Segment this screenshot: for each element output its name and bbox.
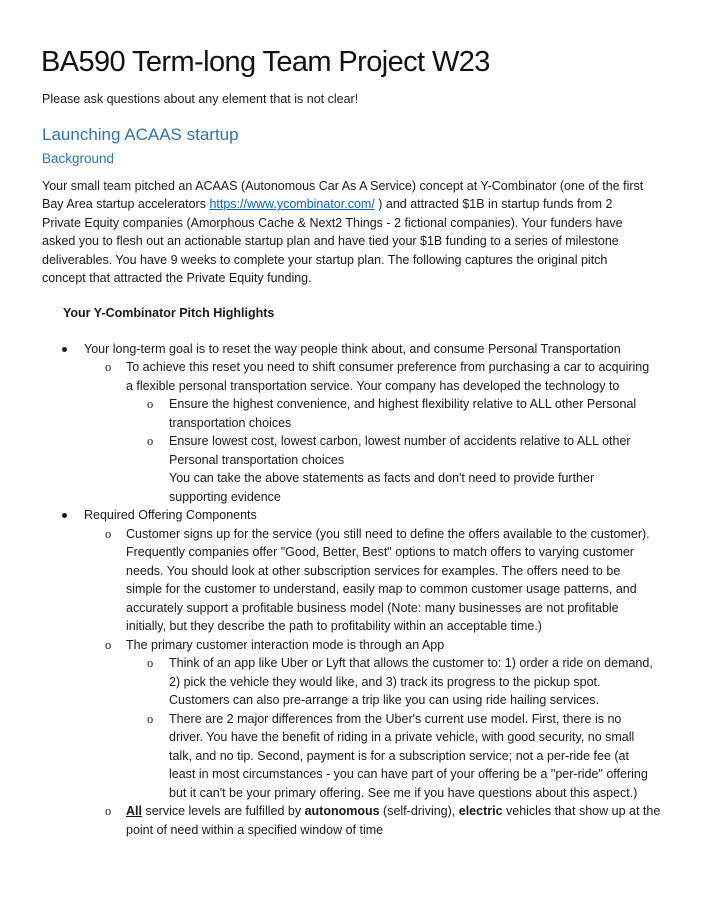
list-item-continuation: a flexible personal transportation service. Your company has developed the technology to <box>126 378 620 393</box>
list-item-continuation: Frequently companies offer "Good, Better, Best" options to match offers to varying customer <box>126 545 634 559</box>
list-item: Required Offering Components <box>84 508 257 522</box>
emphasis-all: All <box>126 804 142 818</box>
background-line: concept that attracted the Private Equity funding. <box>42 271 312 286</box>
background-line: asked you to flesh out an actionable startup plan and have tied your $1B funding to a series of milestone <box>42 234 619 249</box>
emphasis-autonomous: autonomous <box>304 804 380 818</box>
list-item-continuation: accurately support a profitable business model (Note: many businesses are not profitable <box>126 600 619 615</box>
background-line: Your small team pitched an ACAAS (Autonomous Car As A Service) concept at Y-Combinator (one of the first <box>42 179 644 193</box>
circle-bullet-icon: o <box>147 656 154 670</box>
list-item-text: (self-driving), <box>379 804 459 818</box>
list-item: To achieve this reset you need to shift consumer preference from purchasing a car to acquiring <box>126 360 650 374</box>
list-item: There are 2 major differences from the Uber's current use model. First, there is no <box>169 711 622 726</box>
list-item-continuation: point of need within a specified window of time <box>126 822 384 837</box>
list-item: The primary customer interaction mode is through an App <box>126 637 445 652</box>
list-item-continuation: least in most circumstances - you can have part of your offering be a "per-ride" offering <box>169 767 648 781</box>
list-item: Ensure the highest convenience, and highest flexibility relative to ALL other Personal <box>169 397 637 411</box>
list-item-text: vehicles that show up at the <box>502 804 661 818</box>
background-line: deliverables. You have 9 weeks to complete your startup plan. The following captures the original pitch <box>42 252 608 267</box>
pitch-highlights-heading: Your Y-Combinator Pitch Highlights <box>63 306 275 320</box>
list-item: Think of an app like Uber or Lyft that allows the customer to: 1) order a ride on demand, <box>169 656 653 670</box>
list-item-continuation: transportation choices <box>169 415 292 430</box>
circle-bullet-icon: o <box>105 526 112 541</box>
circle-bullet-icon: o <box>105 804 112 818</box>
list-item: Your long-term goal is to reset the way people think about, and consume Personal Transportation <box>84 342 621 356</box>
ycombinator-link[interactable]: https://www.ycombinator.com/ <box>209 197 375 212</box>
background-line-text: ) and attracted $1B in startup funds from 2 <box>374 197 613 212</box>
list-item: Ensure lowest cost, lowest carbon, lowest number of accidents relative to ALL other <box>169 434 631 448</box>
section-heading: Launching ACAAS startup <box>42 125 239 144</box>
list-item: Customer signs up for the service (you still need to define the offers available to the customer). <box>126 526 650 541</box>
list-item-continuation: You can take the above statements as facts and don't need to provide further <box>169 471 595 485</box>
document-title: BA590 Term-long Team Project W23 <box>41 46 490 78</box>
list-item-text: service levels are fulfilled by <box>141 804 305 818</box>
list-item-continuation: supporting evidence <box>169 489 281 504</box>
subsection-heading: Background <box>42 151 115 166</box>
circle-bullet-icon: o <box>147 434 154 448</box>
list-item <box>126 802 660 820</box>
list-item-continuation: 2) pick the vehicle they would like, and 3) track its progress to the pickup spot. <box>169 674 601 689</box>
list-item-continuation: driver. You have the benefit of riding in a private vehicle, with good security, no small <box>169 730 635 744</box>
emphasis-electric: electric <box>458 804 503 818</box>
list-item-continuation: but it can't be your primary offering. See me if you have questions about this aspect.) <box>169 785 638 800</box>
circle-bullet-icon: o <box>105 637 112 652</box>
circle-bullet-icon: o <box>147 397 154 411</box>
list-item-continuation: Customers can also pre-arrange a trip like you can using ride hailing services. <box>169 693 600 707</box>
list-item-continuation: Personal transportation choices <box>169 452 345 467</box>
background-line-text: Bay Area startup accelerators <box>42 197 210 212</box>
list-item-continuation: talk, and no tip. Second, payment is for a subscription service; not a per-ride fee (at <box>169 748 629 763</box>
background-line: Private Equity companies (Amorphous Cache & Next2 Things - 2 fictional companies). Your funders have <box>42 215 623 230</box>
background-paragraph <box>42 177 682 287</box>
circle-bullet-icon: o <box>105 360 112 374</box>
list-item-continuation: initially, but they describe the path to profitability within an acceptable time.) <box>126 619 542 633</box>
bullet-icon <box>62 513 67 518</box>
list-item-continuation: simple for the customer to understand, easily map to common customer usage patterns, and <box>126 582 637 596</box>
bullet-icon <box>62 347 67 352</box>
circle-bullet-icon: o <box>147 711 154 726</box>
list-item-continuation: needs. You should look at other subscription services for examples. The offers need to be <box>126 563 621 578</box>
background-line <box>42 195 682 213</box>
clarification-note: Please ask questions about any element that is not clear! <box>42 92 359 106</box>
